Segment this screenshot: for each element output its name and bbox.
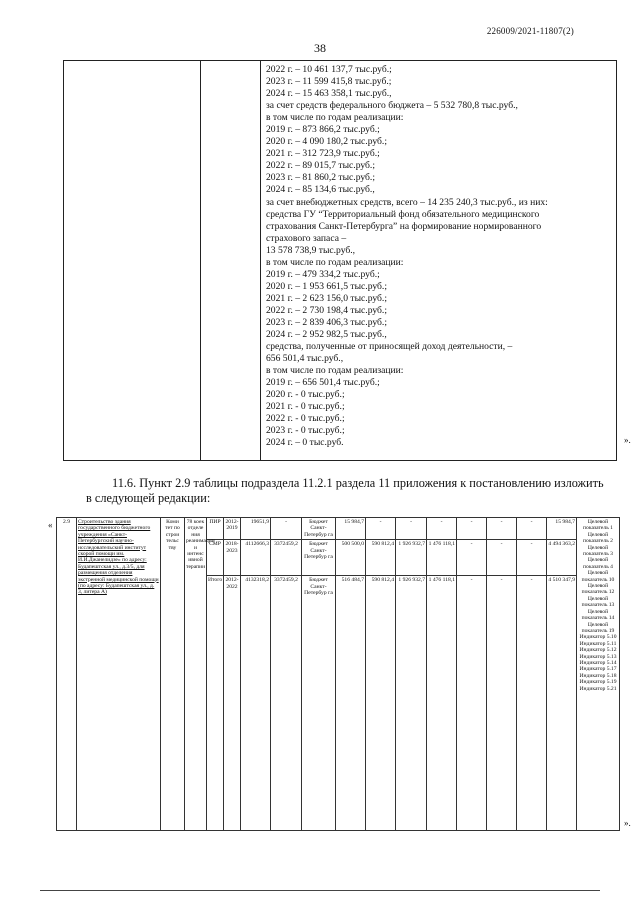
indicator-item: Целевой показатель 19 <box>581 621 615 634</box>
stage: Итого <box>207 576 224 831</box>
financing-line: 2021 г. - 0 тыс.руб.; <box>266 401 345 413</box>
financing-line: средства ГУ “Территориальный фонд обязательного медицинского <box>266 208 540 220</box>
financing-line: 2023 г. – 2 839 406,3 тыс.руб.; <box>266 316 387 328</box>
stage: ПИР <box>207 518 224 540</box>
financing-line: в том числе по годам реализации: <box>266 112 404 124</box>
stage: СМР <box>207 540 224 576</box>
customer: Коми тет по строи тельс тву <box>161 518 185 831</box>
capacity: 78 коек отделе ния реанимации и интенс ивной терапии <box>185 518 207 831</box>
closing-quote: ». <box>624 818 631 828</box>
funding-source: Бюджет Санкт-Петербур га <box>302 576 336 831</box>
financing-line: в том числе по годам реализации: <box>266 365 404 377</box>
financing-line: страхования Санкт-Петербурга” на формирование нормированного <box>266 220 542 232</box>
row-number: 2.9 <box>57 518 77 831</box>
financing-line: 2021 г. – 312 723,9 тыс.руб.; <box>266 148 380 160</box>
financing-line: 2023 г. – 11 599 415,8 тыс.руб.; <box>266 76 392 88</box>
year-2024: - <box>517 540 547 576</box>
financing-line: 2020 г. – 1 953 661,5 тыс.руб.; <box>266 280 387 292</box>
cost: 4112666,3 <box>241 540 271 576</box>
financing-line: 2019 г. – 479 334,2 тыс.руб.; <box>266 268 380 280</box>
opening-quote: « <box>48 520 53 530</box>
sum-before: 516 484,7 <box>336 576 366 831</box>
financing-line: за счет внебюджетных средств, всего – 14 235 240,3 тыс.руб., из них: <box>266 196 548 208</box>
total: 4 494 363,2 <box>547 540 577 576</box>
year-2019: 590 812,4 <box>366 576 396 831</box>
object-name: Строительство здания государственного бюджетного учреждения «Санкт-Петербургский научно-исследовательский институт скорой помощи им. И.И.Джанелидзе» по адресу: Будапештская ул., д.3/5, для размещения отделения экстренной медицинской помощи (по адресу: Будапештская ул., д. 3, литера А) <box>77 518 161 831</box>
indicator-item: Индикатор 5.21 <box>579 685 617 692</box>
sum-before: 500 500,0 <box>336 540 366 576</box>
year-2021: 1 476 118,1 <box>427 540 457 576</box>
financing-line: 2022 г. – 89 015,7 тыс.руб.; <box>266 160 375 172</box>
year-2021: 1 476 118,1 <box>427 576 457 831</box>
total: 4 510 347,9 <box>547 576 577 831</box>
limit: 3372459,2 <box>271 540 302 576</box>
year-2019: 590 812,4 <box>366 540 396 576</box>
period: 2018-2023 <box>224 540 241 576</box>
page-number: 38 <box>314 41 326 55</box>
funding-source: Бюджет Санкт-Петербур га <box>302 518 336 540</box>
financing-line: 2020 г. - 0 тыс.руб.; <box>266 389 345 401</box>
year-2020: 1 926 932,7 <box>396 576 427 831</box>
year-2024: - <box>517 576 547 831</box>
total: 15 984,7 <box>547 518 577 540</box>
year-2019: - <box>366 518 396 540</box>
indicator-item: Целевой показатель 13 <box>581 595 615 609</box>
funding-source: Бюджет Санкт-Петербур га <box>302 540 336 576</box>
indicator-item: Целевой показатель 12 <box>581 583 615 596</box>
year-2022: - <box>457 540 487 576</box>
table-column-divider <box>260 61 261 460</box>
financing-line: 2024 г. – 15 463 358,1 тыс.руб., <box>266 88 392 100</box>
financing-line: 2022 г. – 2 730 198,4 тыс.руб.; <box>266 304 387 316</box>
year-2023: - <box>487 540 517 576</box>
year-2020: 1 926 932,7 <box>396 540 427 576</box>
limit: - <box>271 518 302 540</box>
indicator-item: Индикатор 5.12 <box>579 647 617 654</box>
indicator-item: Индикатор 5.18 <box>579 672 617 679</box>
financing-table <box>63 60 617 461</box>
financing-line: 2023 г. - 0 тыс.руб.; <box>266 425 345 437</box>
year-2023: - <box>487 518 517 540</box>
financing-line: 2024 г. – 2 952 982,5 тыс.руб., <box>266 329 387 341</box>
financing-line: 656 501,4 тыс.руб., <box>266 353 344 365</box>
indicator-item: Индикатор 5.10 <box>579 634 617 641</box>
indicator-item: Индикатор 5.13 <box>579 653 617 660</box>
indicators-list <box>577 518 620 831</box>
financing-line: 2020 г. – 4 090 180,2 тыс.руб.; <box>266 136 387 148</box>
indicator-item: Целевой показатель 4 <box>583 557 613 570</box>
financing-line: 2019 г. – 656 501,4 тыс.руб.; <box>266 377 380 389</box>
financing-line: в том числе по годам реализации: <box>266 256 404 268</box>
amendment-paragraph: 11.6. Пункт 2.9 таблицы подраздела 11.2.1 раздела 11 приложения к постановлению изложить в следующей редакции: <box>86 476 604 505</box>
year-2022: - <box>457 518 487 540</box>
financing-line: 13 578 738,9 тыс.руб., <box>266 244 356 256</box>
financing-line: 2023 г. – 81 860,2 тыс.руб.; <box>266 172 375 184</box>
table-column-divider <box>200 61 201 460</box>
limit: 3372459,2 <box>271 576 302 831</box>
indicator-item: Индикатор 5.14 <box>579 659 617 666</box>
financing-line: страхового запаса – <box>266 232 347 244</box>
indicator-item: Целевой показатель 3 <box>583 544 613 558</box>
indicator-item: Целевой показатель 2 <box>583 531 613 545</box>
indicator-item: Индикатор 5.19 <box>579 679 617 686</box>
cost: 19651,9 <box>241 518 271 540</box>
financing-line: 2019 г. – 873 866,2 тыс.руб.; <box>266 124 380 136</box>
object-table <box>56 517 620 831</box>
indicator-item: Целевой показатель 14 <box>581 608 615 622</box>
financing-line: за счет средств федерального бюджета – 5 532 780,8 тыс.руб., <box>266 100 518 112</box>
financing-line: 2022 г. – 10 461 137,7 тыс.руб.; <box>266 64 392 75</box>
financing-text <box>266 64 611 450</box>
financing-line: средства, полученные от приносящей доход деятельности, – <box>266 341 513 353</box>
year-2022: - <box>457 576 487 831</box>
financing-line: 2024 г. – 0 тыс.руб. <box>266 437 344 449</box>
financing-line: 2022 г. - 0 тыс.руб.; <box>266 413 345 425</box>
closing-quote: ». <box>624 435 631 445</box>
sum-before: 15 984,7 <box>336 518 366 540</box>
cost: 4132318,2 <box>241 576 271 831</box>
year-2020: - <box>396 518 427 540</box>
financing-line: 2021 г. – 2 623 156,0 тыс.руб.; <box>266 292 387 304</box>
year-2024: - <box>517 518 547 540</box>
document-number: 226009/2021-11807(2) <box>486 26 574 36</box>
indicator-item: Целевой показатель 10 <box>581 570 615 583</box>
year-2021: - <box>427 518 457 540</box>
footer-divider <box>40 890 600 891</box>
indicator-item: Индикатор 5.17 <box>579 666 617 673</box>
period: 2012-2022 <box>224 576 241 831</box>
financing-line: 2024 г. – 85 134,6 тыс.руб., <box>266 184 375 196</box>
period: 2012-2019 <box>224 518 241 540</box>
indicator-item: Целевой показатель 1 <box>583 519 613 532</box>
year-2023: - <box>487 576 517 831</box>
indicator-item: Индикатор 5.11 <box>579 640 617 647</box>
